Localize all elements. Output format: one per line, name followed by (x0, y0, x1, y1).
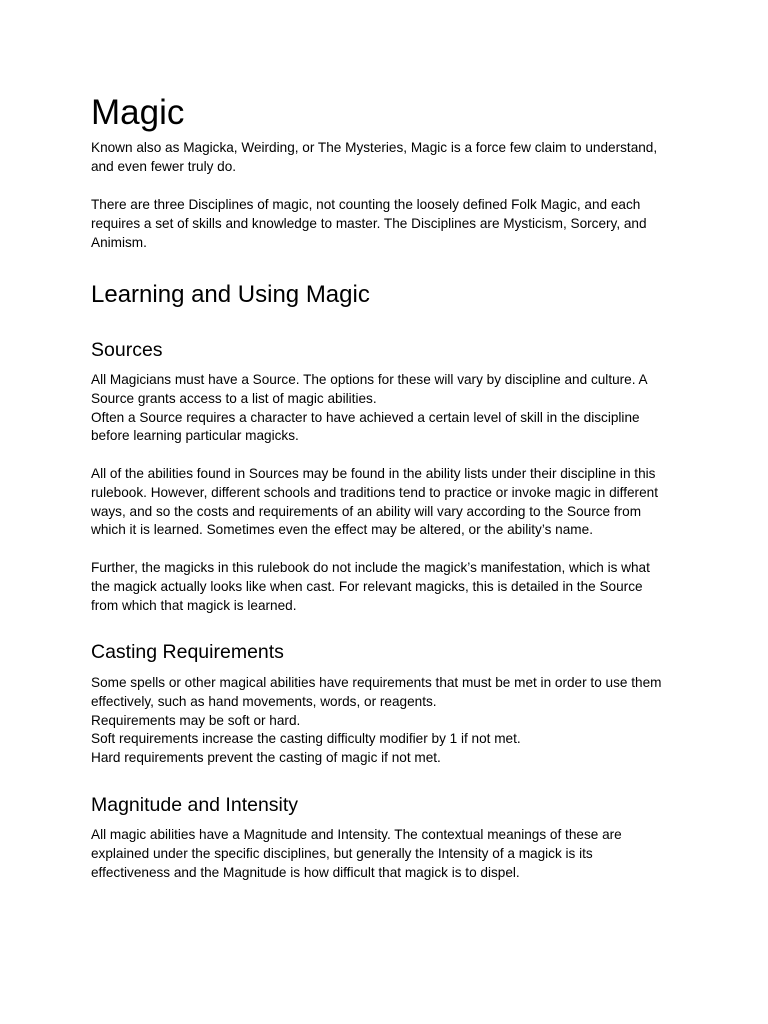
text-line: before learning particular magicks. (91, 428, 299, 444)
intro-paragraph-2 (91, 196, 681, 252)
text-line: Source grants access to a list of magic abilities. (91, 390, 377, 406)
magnitude-heading: Magnitude and Intensity (91, 794, 299, 816)
text-line: Some spells or other magical abilities have requirements that must be met in order to use them (91, 675, 662, 690)
sources-paragraph-2 (91, 465, 681, 540)
section-heading: Learning and Using Magic (91, 281, 370, 308)
sources-heading: Sources (91, 339, 163, 361)
text-line: Known also as Magicka, Weirding, or The Mysteries, Magic is a force few claim to understand, (91, 140, 658, 155)
magnitude-paragraph (91, 826, 681, 882)
text-line: ways, and so the costs and requirements of an ability will vary according to the Source from (91, 503, 642, 519)
page-title: Magic (91, 93, 185, 132)
casting-heading: Casting Requirements (91, 641, 284, 663)
text-line: Requirements may be soft or hard. (91, 712, 301, 728)
text-line: All of the abilities found in Sources may be found in the ability lists under their discipline in this (91, 466, 656, 481)
text-line: Further, the magicks in this rulebook do not include the magick’s manifestation, which is what (91, 560, 650, 575)
text-line: All magic abilities have a Magnitude and Intensity. The contextual meanings of these are (91, 827, 622, 842)
text-line: which it is learned. Sometimes even the effect may be altered, or the ability’s name. (91, 522, 593, 538)
sources-paragraph-3 (91, 559, 681, 615)
text-line: There are three Disciplines of magic, not counting the loosely defined Folk Magic, and each (91, 197, 641, 212)
text-line: effectively, such as hand movements, words, or reagents. (91, 693, 437, 709)
casting-paragraph (91, 674, 681, 768)
text-line: Animism. (91, 234, 147, 250)
text-line: from which that magick is learned. (91, 597, 297, 613)
intro-paragraph-1 (91, 139, 681, 177)
text-line: effectiveness and the Magnitude is how difficult that magick is to dispel. (91, 864, 520, 880)
text-line: Often a Source requires a character to have achieved a certain level of skill in the discipline (91, 409, 640, 425)
text-line: and even fewer truly do. (91, 158, 237, 174)
text-line: Hard requirements prevent the casting of magic if not met. (91, 750, 441, 766)
text-line: requires a set of skills and knowledge to master. The Disciplines are Mysticism, Sorcery, and (91, 215, 647, 231)
sources-paragraph-1 (91, 371, 681, 446)
text-line: rulebook. However, different schools and traditions tend to practice or invoke magic in different (91, 484, 658, 500)
text-line: explained under the specific disciplines, but generally the Intensity of a magick is its (91, 845, 593, 861)
text-line: Soft requirements increase the casting difficulty modifier by 1 if not met. (91, 731, 521, 747)
text-line: the magick actually looks like when cast. For relevant magicks, this is detailed in the Source (91, 578, 643, 594)
text-line: All Magicians must have a Source. The options for these will vary by discipline and culture. A (91, 372, 648, 387)
